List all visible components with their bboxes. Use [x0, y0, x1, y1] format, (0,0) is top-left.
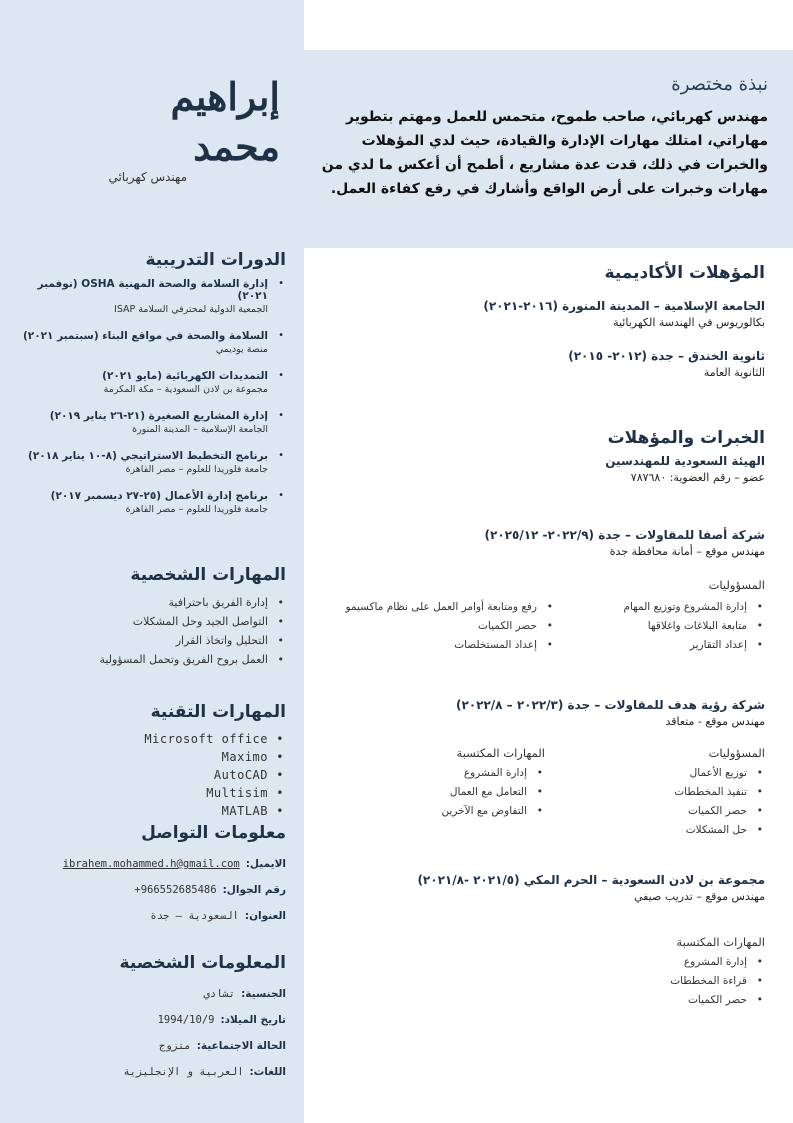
contact-address-row	[18, 903, 286, 929]
course-item	[18, 278, 286, 315]
course-title: • برنامج التخطيط الاستراتيجي (٨-١٠ يناير ٢٠١٨)	[28, 450, 268, 462]
education-title: المؤهلات الأكاديمية	[604, 263, 765, 283]
skill-gained-item: • التفاوض مع الآخرين	[441, 802, 545, 821]
membership-entry	[305, 454, 765, 484]
membership-sub: عضو – رقم العضوية: ٧٨٧٦٨٠	[630, 471, 765, 484]
resp-item: • حصر الكميات	[565, 802, 765, 821]
resp-item: • إعداد التقارير	[575, 636, 765, 655]
address-value: السعودية – جدة	[150, 910, 239, 922]
skill-gained-item: • التعامل مع العمال	[441, 783, 545, 802]
resp-item: • متابعة البلاغات واغلاقها	[575, 617, 765, 636]
job-sub-1: مهندس موقع – أمانة محافظة جدة	[609, 545, 765, 558]
course-org: جامعة فلوريدا للعلوم – مصر القاهرة	[125, 504, 268, 515]
phone-value: +966552685486	[134, 884, 217, 896]
course-org: الجامعة الإسلامية – المدينة المنورة	[132, 424, 268, 435]
education-entry-title: الجامعة الإسلامية – المدينة المنورة (٢٠١٦-٢٠٢١)	[483, 299, 765, 313]
tech-item: • Multisim	[18, 784, 286, 802]
course-org: منصة يوديمي	[215, 344, 268, 355]
skill-item: • التواصل الجيد وحل المشكلات	[18, 612, 286, 631]
skill-gained-item: • إدارة المشروع	[305, 953, 765, 972]
dob-value: 1994/10/9	[157, 1014, 215, 1026]
education-entry	[305, 349, 765, 379]
contact-section	[18, 823, 286, 929]
resp-item: • إدارة المشروع وتوزيع المهام	[575, 598, 765, 617]
skill-item: • إدارة الفريق باحترافية	[18, 593, 286, 612]
candidate-name	[0, 72, 280, 172]
personal-skills-list	[18, 593, 286, 669]
address-label: العنوان:	[244, 910, 286, 922]
tech-skills-list	[18, 730, 286, 820]
job2-resp-title: المسؤوليات	[708, 746, 765, 760]
job-entry-1	[305, 528, 765, 655]
course-title: • إدارة السلامة والصحة المهنية OSHA (نوفمبر ٢٠٢١)	[37, 278, 268, 302]
course-item	[18, 450, 286, 475]
job2-skills-title: المهارات المكتسبة	[456, 746, 545, 760]
job1-resp-title: المسؤوليات	[708, 578, 765, 592]
summary-section	[318, 74, 768, 201]
course-item	[18, 370, 286, 395]
summary-text: مهندس كهربائي، صاحب طموح، متحمس للعمل ومهتم بتطوير مهاراتي، امتلك مهارات الإدارة والقيادة، حيث لدي المؤهلات والخبرات في ذلك، قدت عدة مشاريع ، أطمح أن أعكس ما لدي من مهارات وخبرات على أرض الواقع وأشارك في رفع كفاءة العمل.	[321, 109, 768, 197]
course-title: • التمديدات الكهربائية (مايو ٢٠٢١)	[102, 370, 268, 382]
personal-skills-title: المهارات الشخصية	[130, 565, 286, 585]
phone-label: رقم الجوال:	[222, 884, 286, 896]
course-title: • إدارة المشاريع الصغيرة (٢١-٢٦ يناير ٢٠١٩)	[49, 410, 268, 422]
dob-row	[18, 1007, 286, 1033]
experience-section	[305, 428, 765, 484]
job-entry-3	[305, 873, 765, 1010]
job-sub-3: مهندس موقع – تدريب صيفي	[633, 890, 765, 903]
resp-item: • تنفيذ المخططات	[565, 783, 765, 802]
marital-label: الحالة الاجتماعية:	[196, 1040, 286, 1052]
education-entry	[305, 299, 765, 329]
tech-skills-title: المهارات التقنية	[150, 702, 286, 722]
course-item	[18, 490, 286, 515]
skill-gained-item: • قراءة المخططات	[305, 972, 765, 991]
job3-skills-title: المهارات المكتسبة	[676, 935, 765, 949]
languages-row	[18, 1059, 286, 1085]
resp-item: • رفع ومتابعة أوامر العمل على نظام ماكسيمو	[346, 598, 556, 617]
personal-skills-section	[18, 565, 286, 669]
skill-gained-item: • إدارة المشروع	[441, 764, 545, 783]
personal-info-section	[18, 953, 286, 1085]
skill-gained-item: • حصر الكميات	[305, 991, 765, 1010]
job2-resp-col	[565, 746, 765, 840]
skill-item: • العمل بروح الفريق وتحمل المسؤولية	[18, 650, 286, 669]
contact-phone-row	[18, 877, 286, 903]
course-org: مجموعة بن لادن السعودية – مكة المكرمة	[103, 384, 268, 395]
tech-skills-section	[18, 702, 286, 820]
tech-item: • AutoCAD	[18, 766, 286, 784]
membership-title: الهيئة السعودية للمهندسين	[605, 454, 765, 468]
job-entry-2	[305, 698, 765, 840]
contact-email-row	[18, 851, 286, 877]
course-title: • برنامج إدارة الأعمال (٢٥-٢٧ ديسمبر ٢٠١٧)	[50, 490, 268, 502]
education-section	[305, 263, 765, 379]
courses-section	[18, 250, 286, 530]
education-entry-sub: الثانوية العامة	[703, 366, 765, 379]
resp-item: • توزيع الأعمال	[565, 764, 765, 783]
resp-item: • حل المشكلات	[565, 821, 765, 840]
experience-title: الخبرات والمؤهلات	[607, 428, 765, 448]
contact-title: معلومات التواصل	[141, 823, 286, 843]
course-org: الجمعية الدولية لمحترفي السلامة ISAP	[114, 304, 268, 315]
job2-skills-col	[441, 746, 545, 840]
skill-item: • التحليل واتخاذ القرار	[18, 631, 286, 650]
marital-value: متزوج	[159, 1040, 191, 1052]
nationality-row	[18, 981, 286, 1007]
job-title-3: مجموعة بن لادن السعودية – الحرم المكي (٢٠٢١/٥ -٢٠٢١/٨)	[417, 873, 765, 887]
courses-list	[18, 278, 286, 515]
resp-item: • إعداد المستخلصات	[346, 636, 556, 655]
resp-item: • حصر الكميات	[346, 617, 556, 636]
course-title: • السلامة والصحة في مواقع البناء (سبتمبر ٢٠٢١)	[22, 330, 268, 342]
email-link[interactable]: ibrahem.mohammed.h@gmail.com	[62, 858, 240, 870]
courses-title: الدورات التدريبية	[145, 250, 286, 270]
course-item	[18, 330, 286, 355]
job1-resp-columns	[305, 598, 765, 655]
summary-title: نبذة مختصرة	[671, 74, 768, 95]
job1-resp-col-1	[575, 598, 765, 655]
nationality-value: تشادي	[203, 988, 236, 1000]
languages-value: العربية و الإنجليزية	[123, 1066, 244, 1078]
job3-skills-col	[305, 953, 765, 1010]
personal-info-title: المعلومات الشخصية	[119, 953, 286, 973]
course-item	[18, 410, 286, 435]
job-title: مهندس كهربائي	[108, 170, 187, 184]
course-org: جامعة فلوريدا للعلوم – مصر القاهرة	[125, 464, 268, 475]
education-entry-sub: بكالوريوس في الهندسة الكهربائية	[613, 316, 765, 329]
tech-item: • Microsoft office	[18, 730, 286, 748]
job2-columns	[305, 746, 765, 840]
marital-row	[18, 1033, 286, 1059]
email-label: الايميل:	[245, 858, 286, 870]
dob-label: تاريخ الميلاد:	[220, 1014, 286, 1026]
job1-resp-col-2	[346, 598, 556, 655]
job-sub-2: مهندس موقع - متعاقد	[665, 715, 765, 728]
name-last: محمد	[193, 124, 280, 169]
education-entry-title: ثانوية الخندق – جدة (٢٠١٢- ٢٠١٥)	[568, 349, 765, 363]
job-title-1: شركة أصفا للمقاولات – جدة (٢٠٢٢/٩- ٢٠٢٥/١٢)	[484, 528, 765, 542]
tech-item: • MATLAB	[18, 802, 286, 820]
tech-item: • Maximo	[18, 748, 286, 766]
name-first: إبراهيم	[170, 74, 280, 119]
nationality-label: الجنسية:	[241, 988, 286, 1000]
languages-label: اللغات:	[249, 1066, 286, 1078]
job-title-2: شركة رؤية هدف للمقاولات – جدة (٢٠٢٢/٣ – ٢٠٢٢/٨)	[456, 698, 765, 712]
